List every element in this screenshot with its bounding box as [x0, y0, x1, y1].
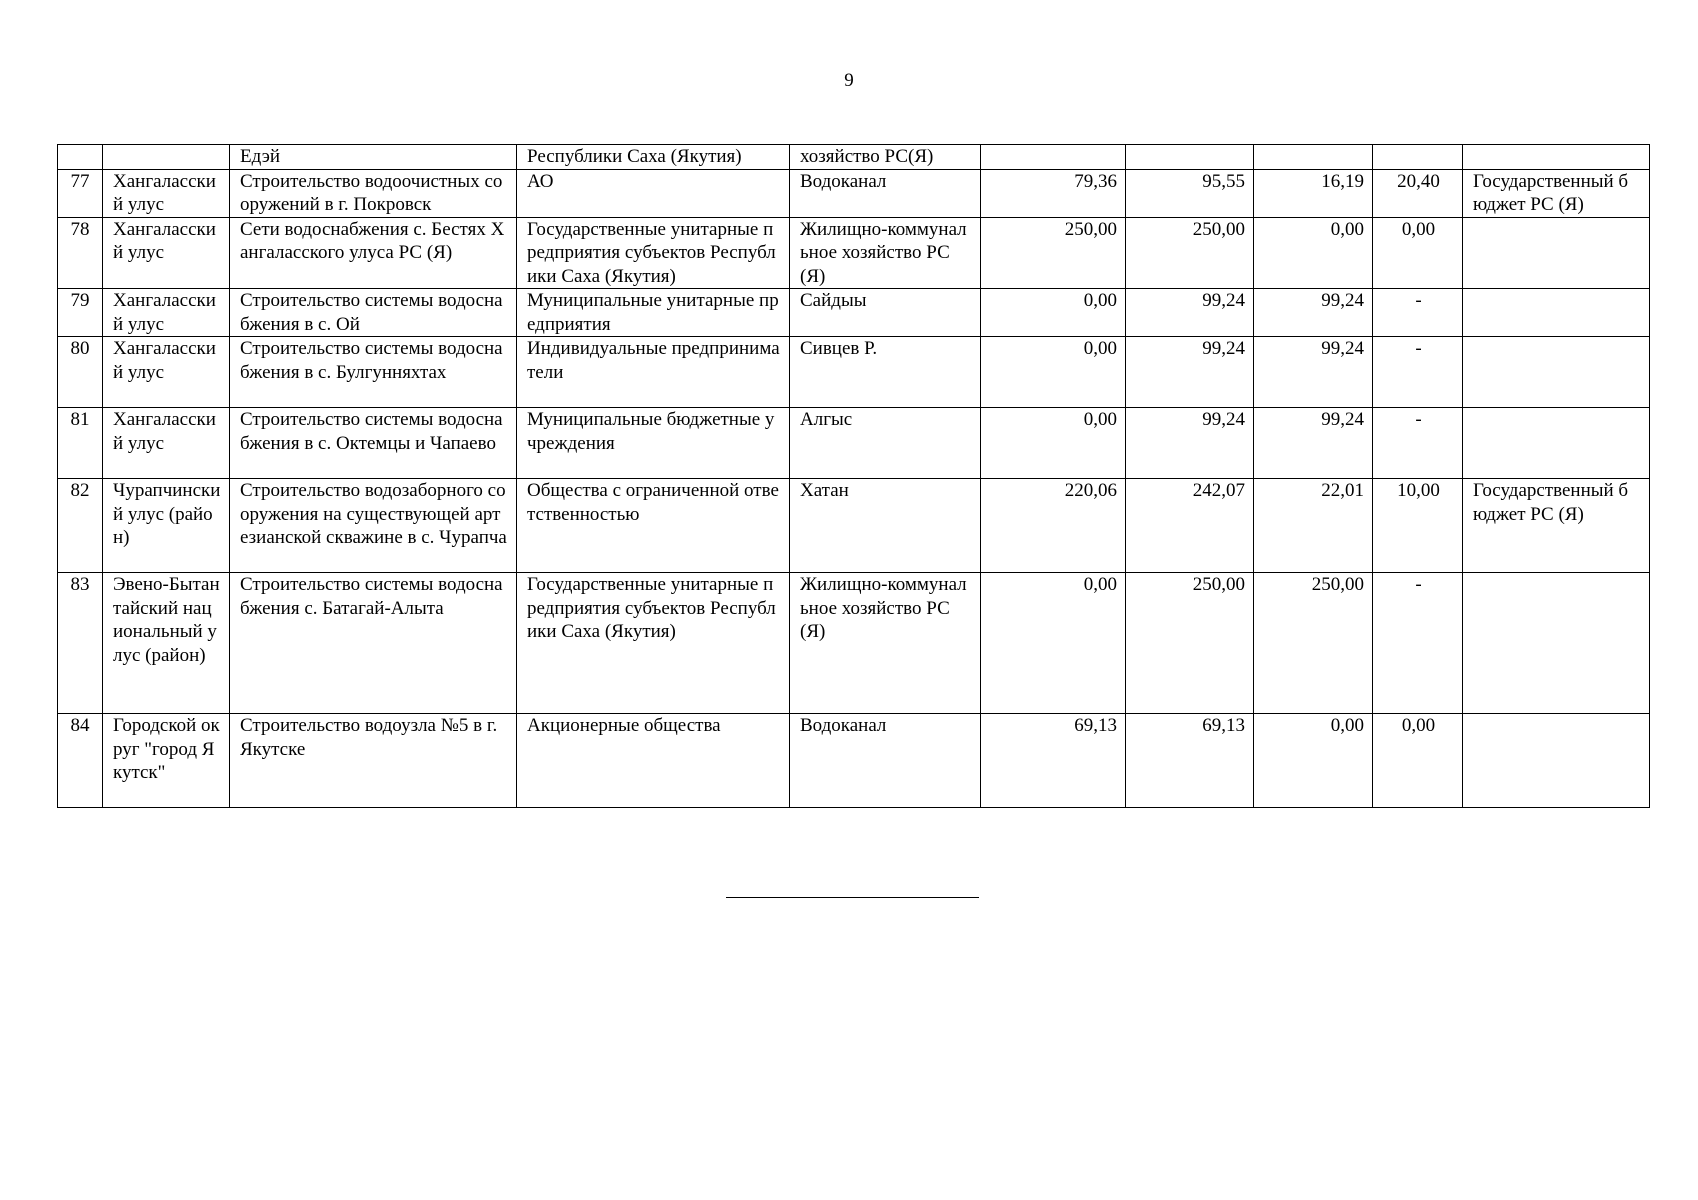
cell-district: Хангаласский улус	[103, 408, 230, 479]
cell-funding-source	[1463, 337, 1650, 408]
cell-org-type: Республики Саха (Якутия)	[517, 145, 790, 170]
table-row	[58, 217, 1650, 289]
cell-funding-source: Государственный бюджет РС (Я)	[1463, 169, 1650, 217]
cell-district: Хангаласский улус	[103, 289, 230, 337]
cell-funding-source	[1463, 217, 1650, 289]
cell-number: 83	[58, 573, 103, 714]
cell-value-3: 99,24	[1254, 408, 1373, 479]
cell-value-1: 0,00	[981, 337, 1126, 408]
cell-district: Хангаласский улус	[103, 169, 230, 217]
cell-number: 81	[58, 408, 103, 479]
cell-org-type: Муниципальные унитарные предприятия	[517, 289, 790, 337]
cell-value-2: 99,24	[1126, 289, 1254, 337]
cell-value-4: 0,00	[1373, 714, 1463, 808]
cell-value-3: 99,24	[1254, 289, 1373, 337]
table-row	[58, 714, 1650, 808]
cell-project: Строительство системы водоснабжения в с. Октемцы и Чапаево	[230, 408, 517, 479]
cell-value-4: -	[1373, 289, 1463, 337]
cell-value-2: 99,24	[1126, 337, 1254, 408]
cell-value-2: 250,00	[1126, 573, 1254, 714]
cell-project: Строительство системы водоснабжения с. Батагай-Алыта	[230, 573, 517, 714]
cell-funding-source: Государственный бюджет РС (Я)	[1463, 479, 1650, 573]
cell-value-4: 20,40	[1373, 169, 1463, 217]
cell-project: Строительство водозаборного сооружения на существующей артезианской скважине в с. Чурапча	[230, 479, 517, 573]
cell-project: Сети водоснабжения с. Бестях Хангаласского улуса РС (Я)	[230, 217, 517, 289]
cell-number	[58, 145, 103, 170]
cell-number: 84	[58, 714, 103, 808]
cell-district	[103, 145, 230, 170]
cell-district: Городской округ "город Якутск"	[103, 714, 230, 808]
cell-org-type: Индивидуальные предприниматели	[517, 337, 790, 408]
cell-organization: Водоканал	[790, 714, 981, 808]
cell-organization: Жилищно-коммунальное хозяйство РС (Я)	[790, 217, 981, 289]
cell-project: Едэй	[230, 145, 517, 170]
cell-funding-source	[1463, 408, 1650, 479]
table-row	[58, 337, 1650, 408]
cell-org-type: Акционерные общества	[517, 714, 790, 808]
cell-funding-source	[1463, 714, 1650, 808]
cell-value-1: 0,00	[981, 289, 1126, 337]
cell-value-2: 99,24	[1126, 408, 1254, 479]
table-row	[58, 169, 1650, 217]
table-row	[58, 408, 1650, 479]
table-row	[58, 145, 1650, 170]
cell-organization: Алгыс	[790, 408, 981, 479]
cell-value-1	[981, 145, 1126, 170]
cell-value-2: 242,07	[1126, 479, 1254, 573]
table-body	[58, 145, 1650, 808]
cell-org-type: Государственные унитарные предприятия субъектов Республики Саха (Якутия)	[517, 573, 790, 714]
table-row	[58, 289, 1650, 337]
cell-org-type: Общества с ограниченной ответственностью	[517, 479, 790, 573]
cell-org-type: Муниципальные бюджетные учреждения	[517, 408, 790, 479]
table-row	[58, 573, 1650, 714]
footer-rule	[726, 897, 979, 898]
cell-organization: Хатан	[790, 479, 981, 573]
cell-value-3	[1254, 145, 1373, 170]
cell-district: Чурапчинский улус (район)	[103, 479, 230, 573]
page-number: 9	[844, 70, 854, 91]
cell-value-4: -	[1373, 408, 1463, 479]
cell-value-3: 0,00	[1254, 714, 1373, 808]
cell-organization: Сивцев Р.	[790, 337, 981, 408]
cell-project: Строительство системы водоснабжения в с. Ой	[230, 289, 517, 337]
cell-organization: хозяйство РС(Я)	[790, 145, 981, 170]
cell-value-1: 79,36	[981, 169, 1126, 217]
cell-number: 77	[58, 169, 103, 217]
cell-number: 79	[58, 289, 103, 337]
cell-value-1: 0,00	[981, 408, 1126, 479]
table-row	[58, 479, 1650, 573]
cell-value-1: 0,00	[981, 573, 1126, 714]
cell-project: Строительство водоочистных сооружений в г. Покровск	[230, 169, 517, 217]
cell-value-4: 10,00	[1373, 479, 1463, 573]
cell-value-1: 69,13	[981, 714, 1126, 808]
cell-district: Эвено-Бытантайский национальный улус (район)	[103, 573, 230, 714]
cell-organization: Водоканал	[790, 169, 981, 217]
cell-district: Хангаласский улус	[103, 337, 230, 408]
cell-funding-source	[1463, 145, 1650, 170]
cell-value-2: 95,55	[1126, 169, 1254, 217]
cell-district: Хангаласский улус	[103, 217, 230, 289]
cell-value-4: 0,00	[1373, 217, 1463, 289]
cell-project: Строительство водоузла №5 в г. Якутске	[230, 714, 517, 808]
cell-number: 80	[58, 337, 103, 408]
cell-value-4	[1373, 145, 1463, 170]
cell-value-3: 16,19	[1254, 169, 1373, 217]
cell-value-1: 250,00	[981, 217, 1126, 289]
cell-value-4: -	[1373, 337, 1463, 408]
cell-value-2: 250,00	[1126, 217, 1254, 289]
cell-number: 82	[58, 479, 103, 573]
cell-number: 78	[58, 217, 103, 289]
data-table	[57, 144, 1650, 808]
cell-value-1: 220,06	[981, 479, 1126, 573]
cell-value-3: 22,01	[1254, 479, 1373, 573]
cell-value-3: 0,00	[1254, 217, 1373, 289]
cell-value-2	[1126, 145, 1254, 170]
cell-value-2: 69,13	[1126, 714, 1254, 808]
cell-funding-source	[1463, 289, 1650, 337]
cell-organization: Сайдыы	[790, 289, 981, 337]
cell-organization: Жилищно-коммунальное хозяйство РС(Я)	[790, 573, 981, 714]
cell-value-4: -	[1373, 573, 1463, 714]
cell-value-3: 99,24	[1254, 337, 1373, 408]
cell-org-type: АО	[517, 169, 790, 217]
cell-value-3: 250,00	[1254, 573, 1373, 714]
cell-funding-source	[1463, 573, 1650, 714]
cell-project: Строительство системы водоснабжения в с. Булгунняхтах	[230, 337, 517, 408]
cell-org-type: Государственные унитарные предприятия субъектов Республики Саха (Якутия)	[517, 217, 790, 289]
